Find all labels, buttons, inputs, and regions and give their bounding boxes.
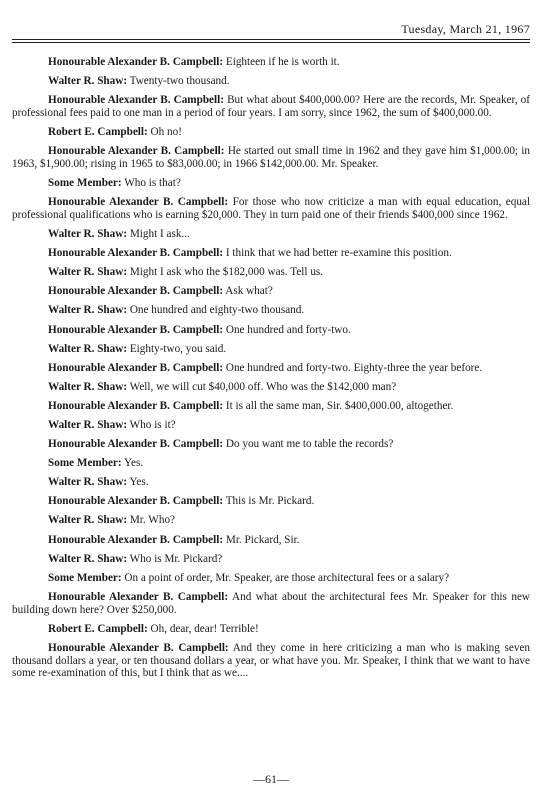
speech-text: Twenty-two thousand. (129, 75, 230, 88)
speaker-name: Honourable Alexander B. Campbell: (48, 438, 224, 451)
transcript-paragraph (12, 553, 530, 566)
transcript-paragraph (12, 438, 530, 451)
transcript-paragraph (12, 228, 530, 241)
transcript-paragraph (12, 591, 530, 617)
speech-text: Yes. (124, 457, 144, 470)
transcript-paragraph (12, 94, 530, 120)
speech-text: This is Mr. Pickard. (225, 495, 315, 508)
speech-text: Do you want me to table the records? (225, 438, 394, 451)
transcript-paragraph (12, 324, 530, 337)
speaker-name: Honourable Alexander B. Campbell: (48, 495, 224, 508)
transcript-paragraph (12, 495, 530, 508)
transcript-paragraph (12, 343, 530, 356)
transcript-paragraph (12, 145, 530, 171)
transcript-paragraph (12, 247, 530, 260)
transcript-paragraph (12, 642, 530, 680)
transcript-body (12, 56, 530, 687)
speech-text: Oh, dear, dear! Terrible! (150, 622, 259, 635)
speech-text: And they come in here criticizing a man who is making seven thousand dollars a year, or ten thousand dollars a year, or what have you. Mr. Speaker, I think that we want to have some re-examination of this, but I think that as we.... (12, 641, 531, 680)
transcript-paragraph (12, 177, 530, 190)
speech-text: Oh no! (150, 126, 182, 139)
speech-text: Well, we will cut $40,000 off. Who was the $142,000 man? (129, 380, 397, 393)
speaker-name: Honourable Alexander B. Campbell: (48, 641, 229, 654)
speech-text: But what about $400,000.00? Here are the records, Mr. Speaker, of professional fees paid to one man in a period of four years. I am sorry, since 1962, the sum of $400,000.00. (12, 94, 530, 119)
speaker-name: Honourable Alexander B. Campbell: (48, 285, 224, 298)
speaker-name: Walter R. Shaw: (48, 342, 128, 355)
speaker-name: Robert E. Campbell: (48, 622, 148, 635)
speaker-name: Honourable Alexander B. Campbell: (48, 590, 229, 603)
transcript-paragraph (12, 381, 530, 394)
transcript-paragraph (12, 362, 530, 375)
speaker-name: Honourable Alexander B. Campbell: (48, 399, 224, 412)
speaker-name: Honourable Alexander B. Campbell: (48, 533, 224, 546)
page-footer (0, 772, 542, 787)
speech-text: One hundred and eighty-two thousand. (129, 304, 305, 317)
speaker-name: Walter R. Shaw: (48, 380, 128, 393)
transcript-paragraph (12, 56, 530, 69)
speech-text: I think that we had better re-examine this position. (225, 247, 452, 260)
header-date: Tuesday, March 21, 1967 (401, 22, 530, 36)
speech-text: For those who now criticize a man with equal education, equal professional qualifications who is earning $20,000. They in turn paid one of their friends $400,000 since 1962. (12, 196, 531, 221)
transcript-paragraph (12, 266, 530, 279)
transcript-paragraph (12, 75, 530, 88)
transcript-paragraph (12, 534, 530, 547)
speech-text: Ask what? (225, 285, 273, 298)
speaker-name: Walter R. Shaw: (48, 514, 128, 527)
speaker-name: Some Member: (48, 177, 122, 190)
speech-text: It is all the same man, Sir. $400,000.00, altogether. (225, 399, 454, 412)
page-header (12, 22, 530, 37)
transcript-paragraph (12, 457, 530, 470)
transcript-paragraph (12, 623, 530, 636)
transcript-paragraph (12, 572, 530, 585)
speaker-name: Honourable Alexander B. Campbell: (48, 56, 224, 68)
speaker-name: Honourable Alexander B. Campbell: (48, 247, 224, 260)
speaker-name: Walter R. Shaw: (48, 228, 128, 241)
speech-text: Who is that? (124, 177, 181, 190)
speaker-name: Walter R. Shaw: (48, 266, 128, 279)
transcript-paragraph (12, 126, 530, 139)
speech-text: Eighteen if he is worth it. (225, 56, 340, 68)
speaker-name: Honourable Alexander B. Campbell: (48, 196, 229, 209)
speaker-name: Honourable Alexander B. Campbell: (48, 94, 224, 107)
speaker-name: Honourable Alexander B. Campbell: (48, 323, 224, 336)
transcript-paragraph (12, 514, 530, 527)
speaker-name: Walter R. Shaw: (48, 476, 128, 489)
speech-text: Who is it? (129, 418, 176, 431)
speaker-name: Honourable Alexander B. Campbell: (48, 361, 224, 374)
transcript-paragraph (12, 419, 530, 432)
transcript-paragraph (12, 304, 530, 317)
speaker-name: Walter R. Shaw: (48, 418, 128, 431)
speech-text: And what about the architectural fees Mr. Speaker for this new building down here? Over $250,000. (12, 590, 531, 616)
speech-text: Mr. Pickard, Sir. (225, 533, 300, 546)
speaker-name: Some Member: (48, 571, 122, 584)
speaker-name: Walter R. Shaw: (48, 304, 128, 317)
speech-text: Who is Mr. Pickard? (129, 552, 223, 565)
speech-text: One hundred and forty-two. Eighty-three the year before. (225, 361, 483, 374)
speaker-name: Walter R. Shaw: (48, 552, 128, 565)
transcript-paragraph (12, 285, 530, 298)
speech-text: He started out small time in 1962 and they gave him $1,000.00; in 1963, $1,900.00; rising in 1965 to $83,000.00; in 1966 $142,000.00. Mr. Speaker. (12, 145, 531, 170)
speaker-name: Walter R. Shaw: (48, 75, 128, 88)
page-number: —61— (253, 772, 289, 786)
speech-text: On a point of order, Mr. Speaker, are those architectural fees or a salary? (124, 571, 450, 584)
speech-text: Might I ask... (129, 228, 190, 241)
speaker-name: Robert E. Campbell: (48, 126, 148, 139)
header-rule (12, 39, 530, 40)
header-rule-secondary (12, 42, 530, 43)
speech-text: Yes. (129, 476, 149, 489)
speaker-name: Honourable Alexander B. Campbell: (48, 145, 225, 158)
speech-text: One hundred and forty-two. (225, 323, 351, 336)
speech-text: Mr. Who? (129, 514, 176, 527)
transcript-paragraph (12, 196, 530, 222)
speech-text: Might I ask who the $182,000 was. Tell us. (129, 266, 324, 279)
transcript-paragraph (12, 476, 530, 489)
transcript-paragraph (12, 400, 530, 413)
speech-text: Eighty-two, you said. (129, 342, 227, 355)
speaker-name: Some Member: (48, 457, 122, 470)
